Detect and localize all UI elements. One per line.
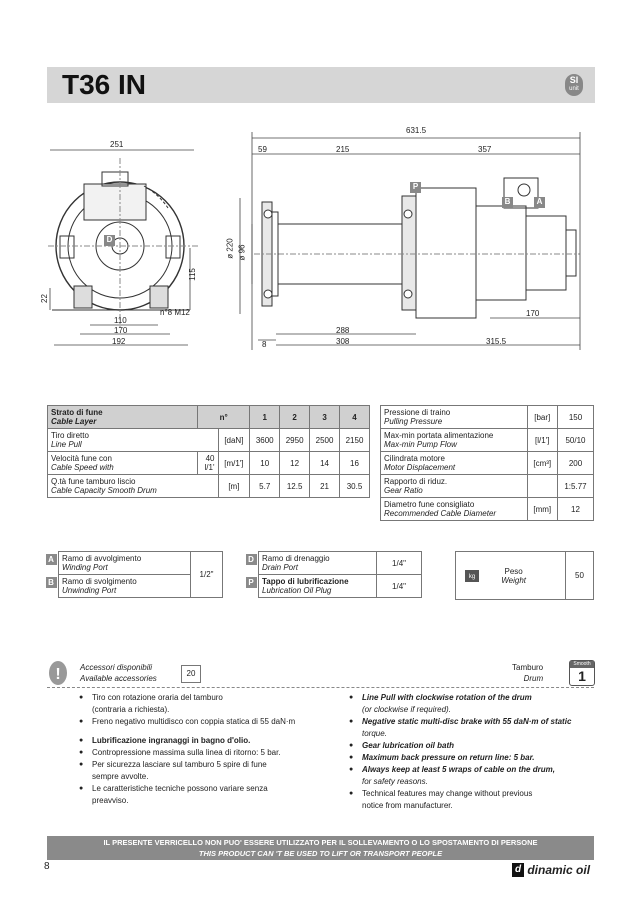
table-row: Pressione di traino Pulling Pressure [bar] 150 <box>381 406 594 429</box>
dim-8: 8 <box>262 340 267 349</box>
motor-table <box>380 405 594 521</box>
dim-288: 288 <box>336 326 350 335</box>
table-row: Q.tà fune tamburo liscio Cable Capacity Smooth Drum [m] 5.7 12.5 21 30.5 <box>48 475 370 498</box>
list-item: preavviso. <box>92 796 129 805</box>
list-item: notice from manufacturer. <box>362 801 453 810</box>
list-item: ● Technical features may change without previous <box>346 788 596 799</box>
notes-italian <box>76 692 336 807</box>
ports-dp-table: D Ramo di drenaggio Drain Port 1/4" P Tappo di lubrificazione Lubrication Oil Plug 1/4" <box>258 551 422 598</box>
dim-308: 308 <box>336 337 350 346</box>
brand-logo: d dinamic oil <box>512 862 590 877</box>
dim-d96: ø 96 <box>237 244 247 261</box>
table-row: Tiro diretto Line Pull [daN] 3600 2950 2500 2150 <box>48 429 370 452</box>
dim-315: 315.5 <box>486 337 507 346</box>
safety-warning-bar: IL PRESENTE VERRICELLO NON PUO' ESSERE UTILIZZATO PER IL SOLLEVAMENTO O LO SPOSTAMENTO DI PERSONE THIS PRODUCT CAN 'T BE USED TO LIFT OR TRANSPORT PEOPLE <box>47 836 594 860</box>
dimension-lines <box>50 132 580 350</box>
list-item: sempre avvolte. <box>92 772 149 781</box>
dim-overall: 631.5 <box>406 126 427 135</box>
si-unit-badge: SI unit <box>565 74 583 96</box>
warning-icon <box>48 660 68 686</box>
list-item: ● Freno negativo multidisco con coppia statica di 55 daN·m <box>76 716 336 727</box>
list-item: torque. <box>362 729 387 738</box>
list-item: ● Contropressione massima sulla linea di ritorno: 5 bar. <box>76 747 336 758</box>
list-item: ● Maximum back pressure on return line: 5 bar. <box>346 752 596 763</box>
front-view <box>254 178 580 318</box>
table-row: Rapporto di riduz. Gear Ratio 1:5.77 <box>381 475 594 498</box>
list-item: (contraria a richiesta). <box>92 705 170 714</box>
technical-drawing <box>40 118 600 358</box>
port-a-badge: A <box>46 554 57 565</box>
notes-english <box>346 692 596 812</box>
weight-table: kg Peso Weight 50 <box>455 551 594 600</box>
dim-115: 115 <box>187 268 197 281</box>
dim-bolts: n°8 M12 <box>160 308 190 317</box>
page-number: 8 <box>44 861 50 872</box>
port-b-badge: B <box>46 577 57 588</box>
accessories-value: 20 <box>181 665 201 683</box>
port-d-badge: D <box>246 554 257 565</box>
list-item: for safety reasons. <box>362 777 428 786</box>
list-item: ● Lubrificazione ingranaggi in bagno d'olio. <box>76 735 336 746</box>
svg-text:!: ! <box>55 666 61 683</box>
label-B: B <box>504 197 511 206</box>
dim-357: 357 <box>478 145 492 154</box>
table-row: Diametro fune consigliato Recommended Cable Diameter [mm] 12 <box>381 498 594 521</box>
divider <box>47 687 594 688</box>
table-row: Cilindrata motore Motor Displacement [cm³] 200 <box>381 452 594 475</box>
dim-170b: 170 <box>526 309 540 318</box>
dim-170a: 170 <box>114 326 128 335</box>
list-item: ● Per sicurezza lasciare sul tamburo 5 spire di fune <box>76 759 336 770</box>
weight-icon: kg <box>465 570 479 582</box>
ports-ab-table: A Ramo di avvolgimento Winding Port 1/2" B Ramo di svolgimento Unwinding Port <box>58 551 223 598</box>
port-p-badge: P <box>246 577 257 588</box>
drum-label: Tamburo Drum <box>512 663 544 683</box>
table-row: Max-min portata alimentazione Max-min Pump Flow [l/1'] 50/10 <box>381 429 594 452</box>
dim-59: 59 <box>258 145 267 154</box>
spec-table: Strato di fune Cable Layer n° 1 2 3 4 Tiro diretto Line Pull [daN] 3600 2950 2500 2150 Velocità fune con Cable Speed with 40 l/1' [m/1'] 10 12 14 16 Q.tà fune tamburo liscio Cable Capacity Smooth Drum [m] 5.7 12.5 21 30.5 <box>47 405 370 498</box>
list-item: ● Tiro con rotazione oraria del tamburo <box>76 692 336 703</box>
list-item: (or clockwise if required). <box>362 705 451 714</box>
dim-d220: ø 220 <box>225 238 235 259</box>
table-row: Velocità fune con Cable Speed with 40 l/1' [m/1'] 10 12 14 16 <box>48 452 370 475</box>
dim-left-width: 251 <box>110 140 124 149</box>
dim-110: 110 <box>114 316 127 325</box>
brand-icon: d <box>512 863 524 877</box>
list-item: ● Negative static multi-disc brake with 55 daN·m of static <box>346 716 596 727</box>
list-item: ● Line Pull with clockwise rotation of the drum <box>346 692 596 703</box>
label-A: A <box>536 197 543 206</box>
page-title: T36 IN <box>62 69 147 100</box>
label-P: P <box>412 182 419 191</box>
list-item: ● Gear lubrication oil bath <box>346 740 596 751</box>
dim-192: 192 <box>112 337 126 346</box>
accessories-label: Accessori disponibili Available accessories <box>80 663 157 683</box>
dim-22: 22 <box>39 294 49 303</box>
label-D: D <box>106 235 113 244</box>
list-item: ● Le caratteristiche tecniche possono variare senza <box>76 783 336 794</box>
dim-215: 215 <box>336 145 350 154</box>
drum-badge: Smooth 1 <box>569 660 595 686</box>
side-view <box>48 158 198 328</box>
list-item: ● Always keep at least 5 wraps of cable on the drum, <box>346 764 596 775</box>
